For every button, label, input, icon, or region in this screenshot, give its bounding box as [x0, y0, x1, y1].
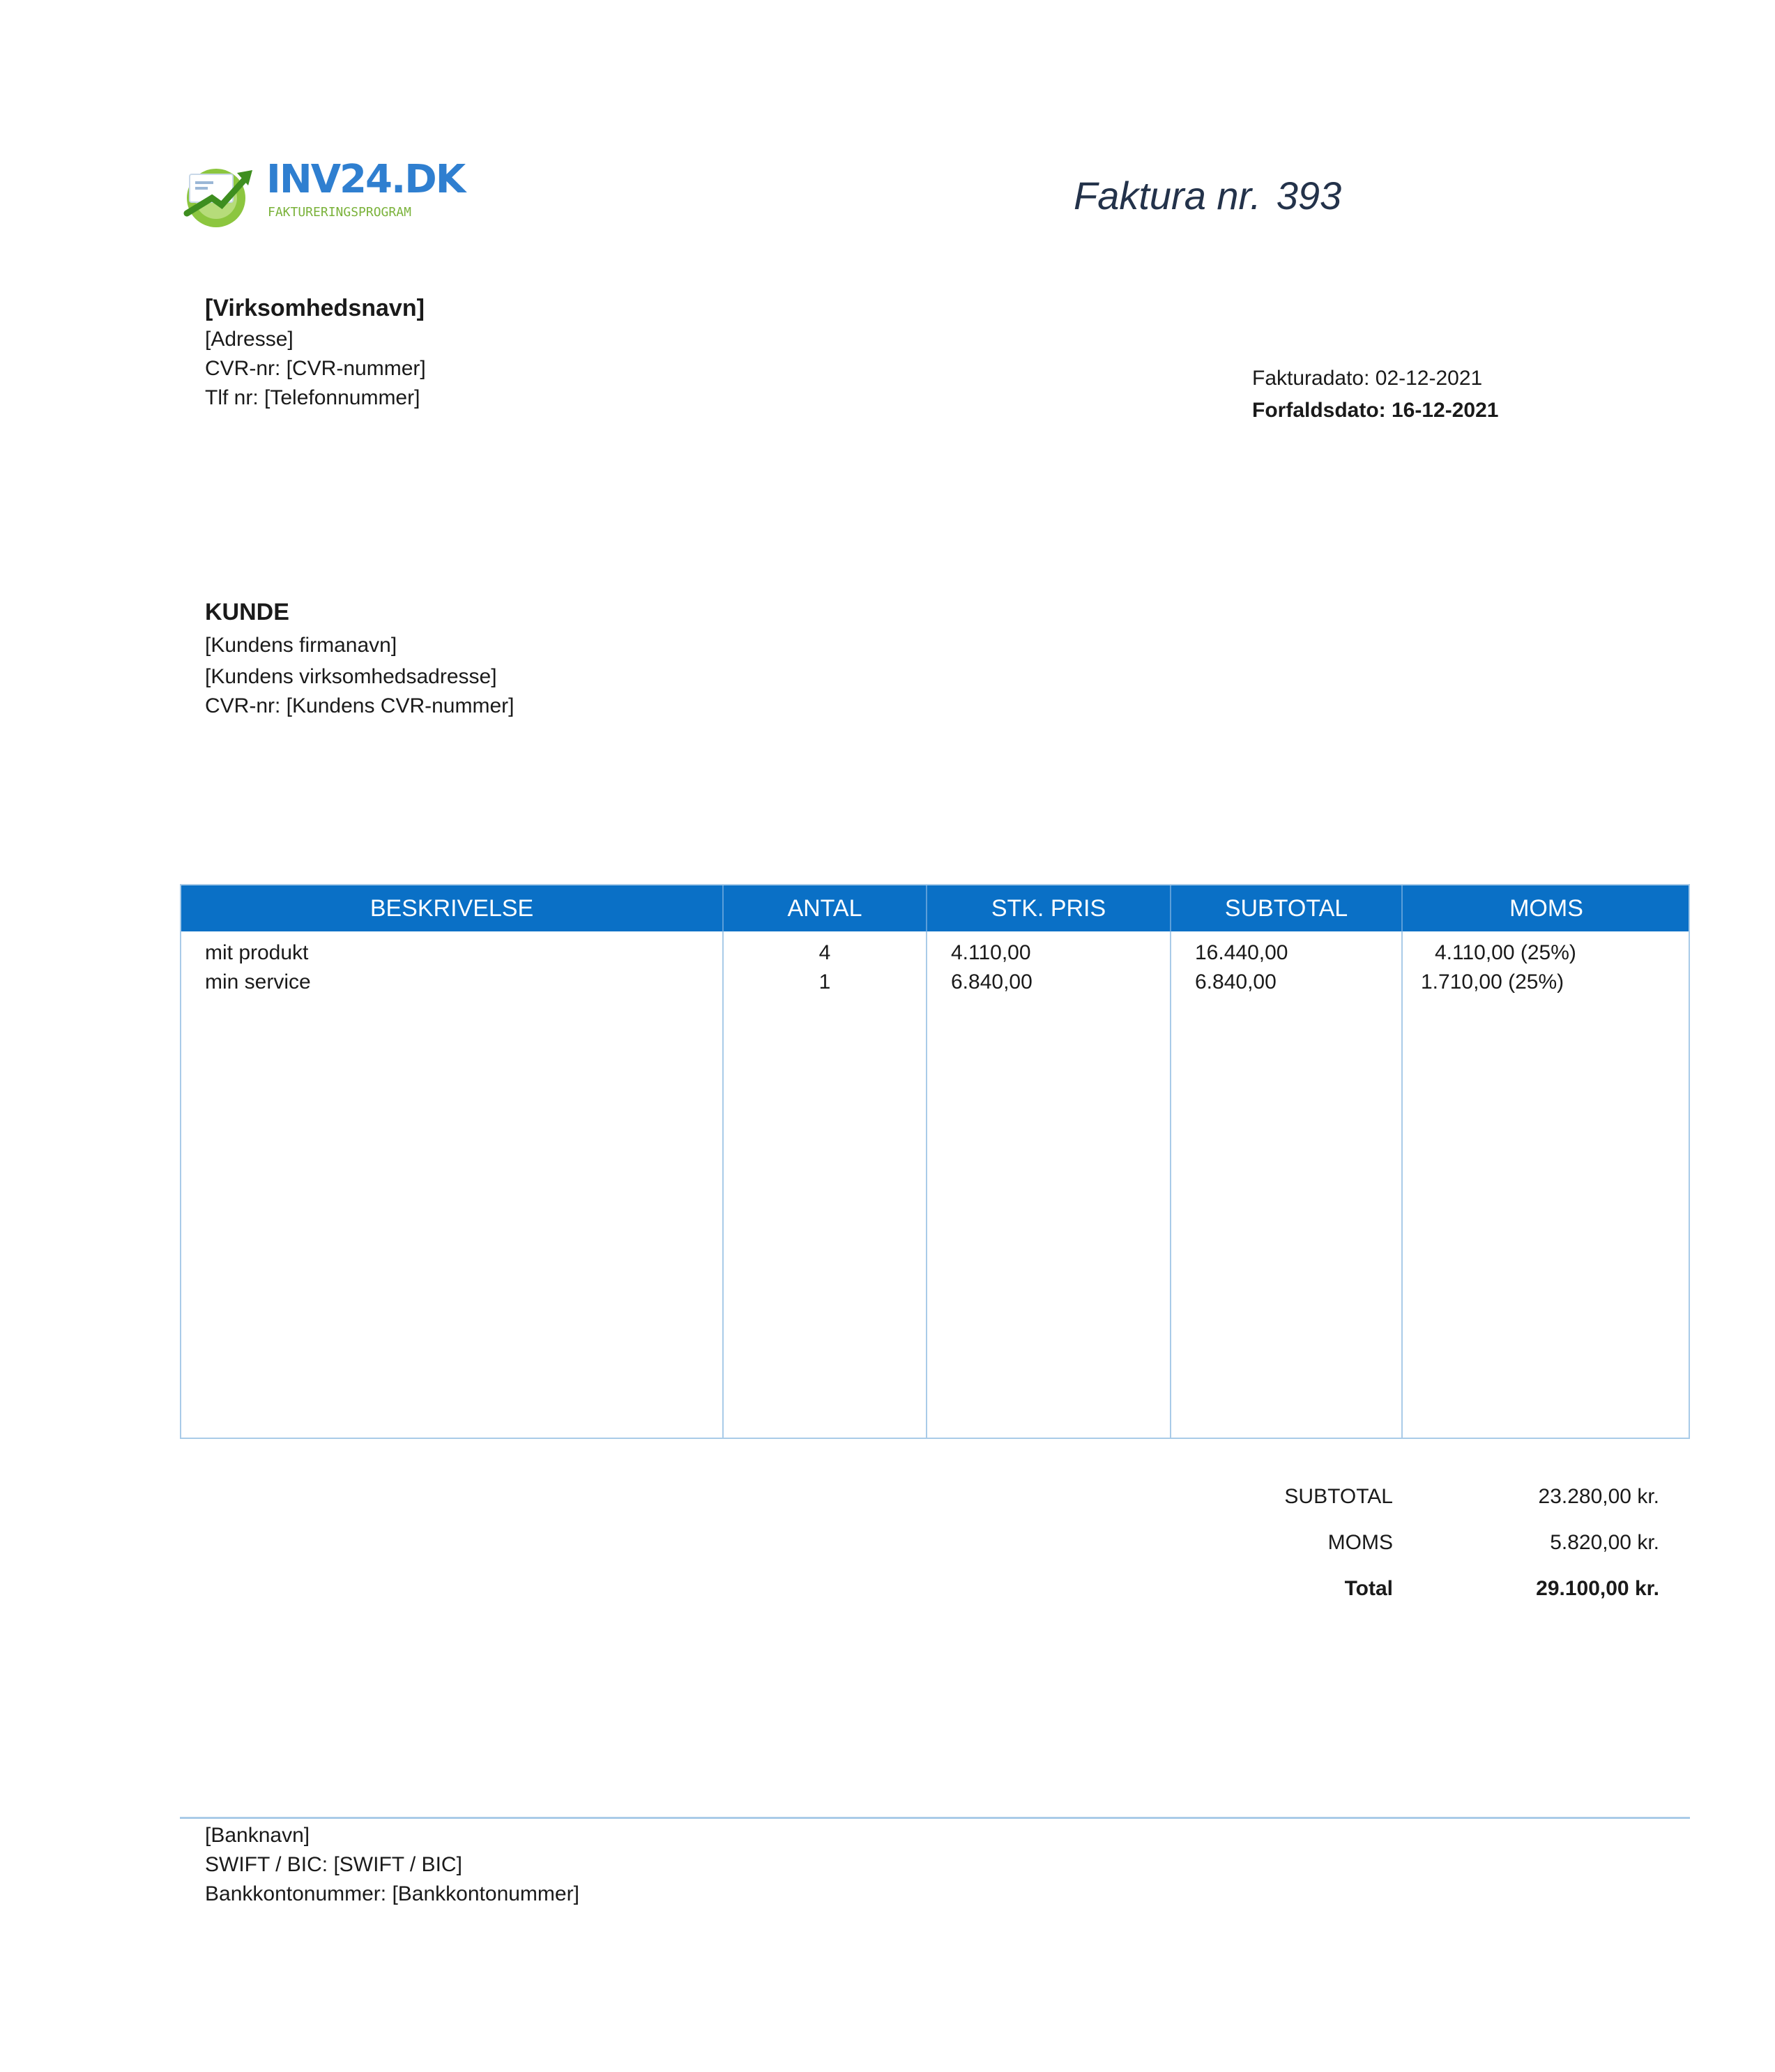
bank-account: Bankkontonummer: [Bankkontonummer]: [205, 1882, 579, 1905]
table-row: [181, 968, 1689, 997]
company-address: [Adresse]: [205, 328, 294, 351]
column-header-subtotal: SUBTOTAL: [1224, 895, 1348, 922]
header-divider: [926, 885, 927, 931]
customer-block: [205, 595, 514, 721]
cell-vat: 4.110,00 (25%): [1435, 941, 1576, 964]
company-block: [205, 291, 426, 413]
invoice-date: Fakturadato: 02-12-2021: [1252, 367, 1483, 390]
cell-quantity: 4: [818, 941, 831, 964]
column-header-unit-price: STK. PRIS: [991, 895, 1106, 922]
header-divider: [1401, 885, 1403, 931]
line-items-table: [180, 884, 1690, 1439]
cell-subtotal: 6.840,00: [1195, 970, 1277, 993]
vat-value: 5.820,00 kr.: [1550, 1531, 1659, 1554]
customer-address: [Kundens virksomhedsadresse]: [205, 665, 497, 688]
bank-name: [Banknavn]: [205, 1824, 310, 1847]
column-header-description: BESKRIVELSE: [370, 895, 534, 922]
header-divider: [722, 885, 724, 931]
company-name: [Virksomhedsnavn]: [205, 295, 425, 321]
cell-unit-price: 4.110,00: [951, 941, 1031, 964]
customer-heading: KUNDE: [205, 599, 289, 625]
cell-description: mit produkt: [205, 941, 309, 964]
cell-subtotal: 16.440,00: [1195, 941, 1288, 964]
logo-wordmark: INV24.DK: [266, 157, 465, 202]
totals-total-row: [1185, 1574, 1666, 1620]
column-header-vat: MOMS: [1509, 895, 1583, 922]
invoice-title: [1074, 172, 1341, 220]
total-value: 29.100,00 kr.: [1536, 1577, 1659, 1600]
subtotal-value: 23.280,00 kr.: [1538, 1485, 1659, 1508]
table-row: [181, 938, 1689, 968]
cell-vat: 1.710,00 (25%): [1421, 970, 1564, 993]
company-phone: Tlf nr: [Telefonnummer]: [205, 386, 420, 409]
logo-globe-icon: [180, 159, 257, 229]
footer-divider: [180, 1817, 1690, 1819]
totals-subtotal-row: [1185, 1482, 1666, 1528]
total-label: Total: [1344, 1577, 1393, 1600]
customer-name: [Kundens firmanavn]: [205, 634, 397, 657]
totals-block: [1185, 1482, 1666, 1620]
invoice-dates: [1252, 361, 1498, 425]
totals-vat-row: [1185, 1528, 1666, 1574]
invoice-title-label: Faktura nr.: [1074, 174, 1261, 218]
company-logo: [180, 155, 465, 231]
table-header: [181, 885, 1689, 931]
bank-swift: SWIFT / BIC: [SWIFT / BIC]: [205, 1853, 462, 1876]
bank-details: [205, 1821, 579, 1909]
due-date: Forfaldsdato: 16-12-2021: [1252, 399, 1499, 422]
column-header-quantity: ANTAL: [787, 895, 862, 922]
subtotal-label: SUBTOTAL: [1284, 1485, 1393, 1508]
cell-quantity: 1: [818, 970, 831, 993]
logo-tagline: FAKTURERINGSPROGRAM: [268, 205, 411, 220]
cell-description: min service: [205, 970, 311, 993]
customer-cvr: CVR-nr: [Kundens CVR-nummer]: [205, 694, 515, 717]
cell-unit-price: 6.840,00: [951, 970, 1033, 993]
company-cvr: CVR-nr: [CVR-nummer]: [205, 357, 426, 380]
invoice-number: 393: [1276, 174, 1342, 218]
header-divider: [1170, 885, 1171, 931]
vat-label: MOMS: [1327, 1531, 1393, 1554]
